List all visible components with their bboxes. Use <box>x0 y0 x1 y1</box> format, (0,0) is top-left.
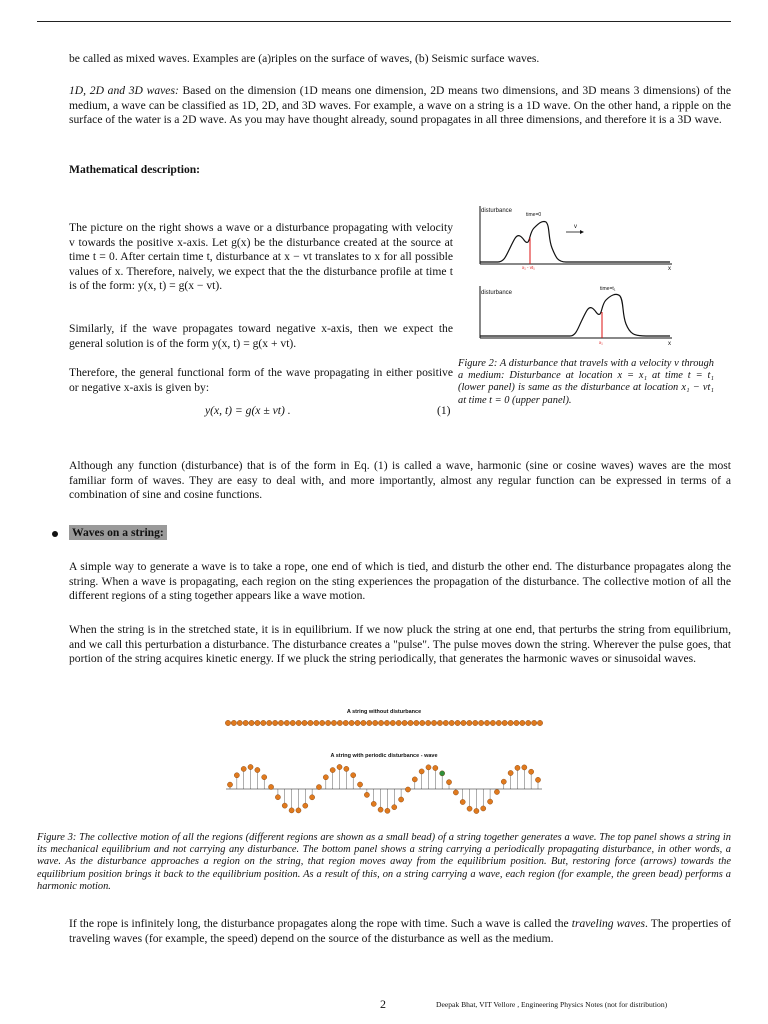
bead <box>255 720 260 725</box>
figure-2 <box>470 198 720 348</box>
bead <box>255 767 260 772</box>
figure-3 <box>218 702 550 824</box>
bead <box>537 720 542 725</box>
bead <box>390 720 395 725</box>
bead <box>433 765 438 770</box>
bead <box>284 720 289 725</box>
although-paragraph: Although any function (disturbance) that is of the form in Eq. (1) is called a wave, harmonic (sine or cosine waves) waves are the most familiar form of waves. They are easy to deal with, and more importantly, almost any regular function can be expressed in terms of a combination of sine and cosine functions. <box>69 459 731 502</box>
dimension-body: Based on the dimension (1D means one dimension, 2D means two dimensions, and 3D means 3 dimensions) of the medium, a wave can be classified as 1D, 2D, and 3D waves. For example, a wave on a string is a 1D wave. On the other hand, a ripple on the surface of the water is a 2D wave. As you may have thought already, sound propagates in all three dimensions, and therefore it is a 3D wave. <box>69 84 731 127</box>
bead <box>231 720 236 725</box>
bead <box>412 777 417 782</box>
bottom-time-label: time=t₁ <box>600 286 616 292</box>
dimension-paragraph <box>69 84 731 128</box>
bead <box>303 803 308 808</box>
bead <box>361 720 366 725</box>
bead <box>249 720 254 725</box>
picture-paragraph: The picture on the right shows a wave or a disturbance propagating with velocity v towards the positive x-axis. Let g(x) be the disturbance created at the source at time t = 0. After certain time t, disturbance at x − vt translates to x for all possible values of x. Therefore, naively, we expect that the the disturbance profile at time t is of the form: y(x, t) = g(x − vt). <box>69 221 453 293</box>
bead <box>378 720 383 725</box>
stretched-paragraph: When the string is in the stretched state, it is in equilibrium. If we now pluck the string at one end, that perturbs the string from equilibrium, and we call this perturbation a disturbance. The disturbance creates a "pulse". The pulse moves down the string. Wherever the pulse goes, that portion of the string acquires kinetic energy. If we pluck the string periodically, that generates the harmonic waves or sinusoidal waves. <box>69 623 731 666</box>
bullet-dot <box>52 531 58 537</box>
bead <box>364 792 369 797</box>
bead <box>474 808 479 813</box>
bead <box>501 779 506 784</box>
rope-paragraph <box>69 917 731 946</box>
top-marker-label: x₁ - vt₁ <box>522 265 535 270</box>
equation: y(x, t) = g(x ± vt) . <box>205 404 291 417</box>
bead <box>508 770 513 775</box>
bead <box>496 720 501 725</box>
bead <box>357 782 362 787</box>
bead <box>431 720 436 725</box>
bead <box>378 807 383 812</box>
similarly-paragraph: Similarly, if the wave propagates toward negative x-axis, then we expect the general solution is of the form y(x, t) = g(x + vt). <box>69 322 453 350</box>
bead <box>478 720 483 725</box>
bead <box>314 720 319 725</box>
page-number: 2 <box>380 997 386 1011</box>
green-bead <box>440 771 445 776</box>
bead <box>262 775 267 780</box>
bead <box>529 769 534 774</box>
bead <box>508 720 513 725</box>
bead <box>371 801 376 806</box>
bead <box>446 780 451 785</box>
top-time-label: time=0 <box>526 212 542 218</box>
bead <box>453 790 458 795</box>
bottom-pulse-curve <box>480 294 670 336</box>
bead <box>481 806 486 811</box>
bead <box>337 720 342 725</box>
bead <box>241 766 246 771</box>
bead <box>316 784 321 789</box>
bead <box>414 720 419 725</box>
bead <box>490 720 495 725</box>
bead <box>248 764 253 769</box>
bead <box>449 720 454 725</box>
bottom-x-label: x <box>668 341 671 347</box>
math-heading: Mathematical description: <box>69 163 201 176</box>
rope-text-emphasis: traveling waves <box>571 917 646 930</box>
bead <box>399 797 404 802</box>
bead <box>443 720 448 725</box>
bead <box>384 720 389 725</box>
bead <box>243 720 248 725</box>
bead <box>467 720 472 725</box>
bead <box>330 767 335 772</box>
string-heading <box>69 526 167 541</box>
bead <box>502 720 507 725</box>
bead <box>355 720 360 725</box>
bottom-ylabel: disturbance <box>481 290 513 296</box>
bead <box>331 720 336 725</box>
bead <box>467 806 472 811</box>
bead <box>282 803 287 808</box>
bead <box>237 720 242 725</box>
figure-3-caption: Figure 3: The collective motion of all the regions (different regions are shown as a small bead) of a string together generates a wave. The top panel shows a string in its mechanical equilibrium and not carrying any disturbance. The bottom panel shows a string carrying a periodically propagating disturbance, in other words, a wave. As the disturbance approaches a region on the string, that region moves away from the equilibrium position. But, restoring force (arrows) towards the equilibrium position brings it back to the equilibrium position. As a result of this, on a string carrying a wave, each region (for example, the green bead) performs a harmonic motion. <box>37 832 731 892</box>
bead <box>278 720 283 725</box>
top-ylabel: disturbance <box>481 208 513 214</box>
figure-2-caption: Figure 2: A disturbance that travels with a velocity v through a medium: Disturbance at location x = x₁ at time t = t₁ (lower panel) is same as the disturbance at location x₁ − vt₁ at time t = 0 (upper panel). <box>458 358 714 406</box>
bead <box>319 720 324 725</box>
bead <box>520 720 525 725</box>
bead <box>408 720 413 725</box>
bead <box>402 720 407 725</box>
bead <box>267 720 272 725</box>
bead <box>296 720 301 725</box>
bead <box>385 808 390 813</box>
bead <box>420 720 425 725</box>
bead <box>535 777 540 782</box>
bead <box>515 765 520 770</box>
bead <box>461 720 466 725</box>
bead <box>514 720 519 725</box>
bead <box>487 799 492 804</box>
dimension-heading: 1D, 2D and 3D waves: <box>69 84 179 97</box>
bead <box>272 720 277 725</box>
bead <box>275 795 280 800</box>
bead <box>308 720 313 725</box>
bead <box>531 720 536 725</box>
bead <box>425 720 430 725</box>
bead <box>372 720 377 725</box>
therefore-paragraph: Therefore, the general functional form of the wave propagating in either positive or negative x-axis is given by: <box>69 366 453 394</box>
header-rule <box>37 21 731 22</box>
bead <box>337 764 342 769</box>
bead <box>302 720 307 725</box>
bead <box>310 795 315 800</box>
intro-line: be called as mixed waves. Examples are (a)riples on the surface of waves, (b) Seismic surface waves. <box>69 52 540 65</box>
bead <box>261 720 266 725</box>
top-x-label: x <box>668 266 671 272</box>
figure-3-top-label: A string without disturbance <box>346 709 422 715</box>
figure-3-bottom-label: A string with periodic disturbance - wave <box>330 753 438 759</box>
bead <box>343 720 348 725</box>
bead <box>344 766 349 771</box>
rope-text-b: . The properties of traveling waves (for example, the speed) depend on the source of the disturbance as well as the medium. <box>69 917 731 945</box>
bead <box>325 720 330 725</box>
bead <box>227 782 232 787</box>
bead <box>522 765 527 770</box>
simple-paragraph: A simple way to generate a wave is to take a rope, one end of which is tied, and disturb the other end. The disturbance propagates along the string. When a wave is propagating, each region on the sting experiences the propagation of the disturbance. The collective motion of all the different regions of a sting together appears like a wave motion. <box>69 560 731 603</box>
bead <box>349 720 354 725</box>
bead <box>426 765 431 770</box>
bead <box>268 784 273 789</box>
bead <box>234 773 239 778</box>
bead <box>455 720 460 725</box>
equation-number: (1) <box>437 404 451 417</box>
bottom-marker-label: x₁ <box>599 340 603 345</box>
footer-text: Deepak Bhat, VIT Vellore , Engineering Physics Notes (not for distribution) <box>436 1000 668 1009</box>
bead <box>392 805 397 810</box>
top-bead-row <box>225 720 542 725</box>
bead <box>225 720 230 725</box>
bead <box>405 787 410 792</box>
bead <box>494 789 499 794</box>
rope-text-a: If the rope is infinitely long, the disturbance propagates along the rope with time. Such a wave is called the <box>69 917 572 930</box>
bead <box>473 720 478 725</box>
bead <box>484 720 489 725</box>
bead <box>323 775 328 780</box>
bead <box>296 808 301 813</box>
bead <box>289 808 294 813</box>
bead <box>460 799 465 804</box>
bead <box>396 720 401 725</box>
bead <box>351 773 356 778</box>
string-heading-highlight: Waves on a string: <box>69 525 167 540</box>
bead <box>526 720 531 725</box>
top-v-label: v <box>574 224 577 230</box>
bead <box>367 720 372 725</box>
bead <box>419 769 424 774</box>
bead <box>290 720 295 725</box>
bead <box>437 720 442 725</box>
